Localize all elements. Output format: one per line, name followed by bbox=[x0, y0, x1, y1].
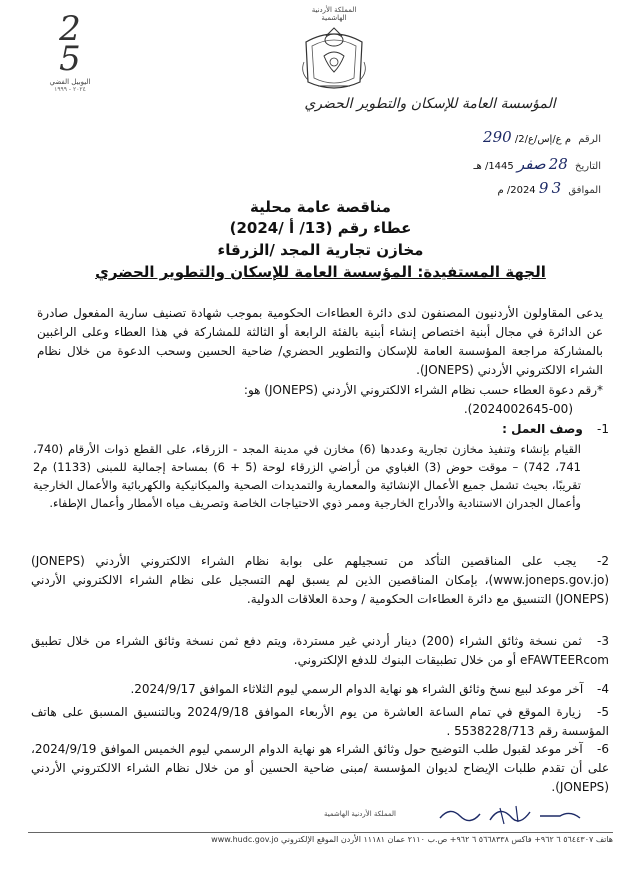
item-6-number: 6- bbox=[597, 742, 609, 756]
item-4-number: 4- bbox=[597, 682, 609, 696]
reference-number-label: الرقم bbox=[578, 134, 601, 145]
item-1-number: 1- bbox=[597, 422, 609, 436]
item-1-text: القيام بإنشاء وتنفيذ مخازن تجارية وعددها (6) مخازن في مدينة المجد - الزرقاء، على القطع ذوات الأرقام (740، 741، 742) – موقت حوض (3) الغباوي من أراضي الزرقاء لوحة (5 + 6) بمساحة إجمالية للمبنى (1133) م2 تقريبًا، بحيث تشمل جميع الأعمال الإنشائية والمعمارية والتمديدات الصحية والميكانيكية والكهربائية والأعمال الخارجية وأعمال الجدران الاستنادية والأدراج الخارجية وممر ذوي الاحتياجات الخاصة وتصريف مياه الأمطار وأعمال الإطفاء. bbox=[33, 442, 581, 510]
organization-name: المؤسسة العامة للإسكان والتطوير الحضري bbox=[304, 96, 556, 112]
hijri-year: 1445/ bbox=[484, 161, 514, 172]
item-4-text: آخر موعد لبيع نسخ وثائق الشراء هو نهاية الدوام الرسمي ليوم الثلاثاء الموافق 2024/9/17. bbox=[130, 682, 584, 696]
anniversary-numeral-top: 2 bbox=[59, 9, 81, 49]
item-3-number: 3- bbox=[597, 634, 610, 648]
hijri-month: صفر bbox=[516, 155, 546, 173]
anniversary-numeral-bottom: 5 bbox=[59, 39, 81, 79]
reference-number-prefix: م ع/إس/ع/2/ bbox=[514, 134, 572, 145]
signature-caption: المملكة الأردنية الهاشمية bbox=[323, 810, 397, 818]
reference-number bbox=[371, 128, 601, 146]
item-6-text: آخر موعد لقبول طلب التوضيح حول وثائق الشراء هو نهاية الدوام الرسمي ليوم الخميس الموافق 2024/9/19، على أن تقدم طلبات الإيضاح لديوان المؤسسة /مبنى ضاحية الحسين أو من خلال نظام الشراء الالكتروني الأردني (JONEPS). bbox=[31, 742, 609, 794]
item-2 bbox=[31, 552, 609, 609]
anniversary-caption: اليوبيل الفضي bbox=[49, 78, 91, 86]
crest-emblem bbox=[298, 6, 370, 92]
footer-divider bbox=[28, 832, 613, 833]
item-1-heading-text: وصف العمل : bbox=[502, 422, 583, 436]
tender-number: عطاء رقم (13/ أ /2024) bbox=[229, 219, 412, 237]
item-4 bbox=[31, 680, 609, 699]
handwritten-signature bbox=[430, 800, 600, 830]
item-2-text: يجب على المناقصين التأكد من تسجيلهم على بوابة نظام الشراء الالكتروني الأردني (JONEPS) (www.joneps.gov.jo)، بإمكان المناقصين الذين لم يسبق لهم التسجيل على نظام الشراء الالكتروني الأردني (JONEPS) التنسيق مع دائرة العطاءات الحكومية / وحدة العلاقات الدولية. bbox=[31, 554, 609, 606]
item-1-heading bbox=[31, 420, 609, 439]
item-5 bbox=[31, 703, 609, 741]
joneps-line: *رقم دعوة العطاء حسب نظام الشراء الالكتروني الأردني (JONEPS) هو: bbox=[243, 383, 603, 397]
item-5-text: زيارة الموقع في تمام الساعة العاشرة من يوم الأربعاء الموافق 2024/9/18 وبالتنسيق المسبق على هاتف المؤسسة رقم 5538228/713 . bbox=[31, 705, 609, 738]
item-3-text: ثمن نسخة وثائق الشراء (200) دينار أردني غير مستردة، ويتم دفع ثمن نسخة وثائق الشراء من خلال تطبيق eFAWTEERcom أو من خلال تطبيقات البنوك للدفع الإلكتروني. bbox=[31, 634, 609, 667]
beneficiary: الجهة المستفيدة: المؤسسة العامة للإسكان والتطوير الحضري bbox=[95, 263, 546, 281]
item-5-number: 5- bbox=[597, 705, 609, 719]
crest-icon bbox=[298, 22, 370, 96]
greg-day: 3 bbox=[551, 179, 562, 197]
crest-banner-text: المملكة الأردنية الهاشمية bbox=[311, 6, 357, 22]
item-2-number: 2- bbox=[597, 554, 609, 568]
date-label: التاريخ bbox=[575, 161, 601, 172]
anniversary-logo bbox=[30, 9, 110, 117]
intro-paragraph: يدعى المقاولون الأردنيون المصنفون لدى دائرة العطاءات الحكومية بموجب شهادة تصنيف سارية المفعول صادرة عن الدائرة في مجال أبنية اختصاص إنشاء أبنية بالفئة الرابعة أو الثالثة للمشاركة في هذا العطاء وعلى الراغبين بالمشاركة مراجعة المؤسسة العامة للإسكان والتطوير الحضري/ ضاحية الحسين وسحب الدعوة من خلال نظام الشراء الالكتروني الأردني (JONEPS). bbox=[37, 306, 603, 377]
hijri-day: 28 bbox=[548, 155, 568, 173]
greg-year: 2024/ bbox=[506, 185, 536, 196]
hijri-suffix: هـ bbox=[473, 161, 482, 172]
item-6 bbox=[31, 740, 609, 797]
anniversary-years: ٢٠٢٤ - ١٩٩٩ bbox=[54, 86, 86, 93]
footer-contact: هاتف ٥٦٤٤٣٠٧ ٦ ٩٦٢+ فاكس ٥٦٦٨٣٣٨ ٦ ٩٦٢+ ص.ب ٢١١٠ عمان ١١١٨١ الأردن الموقع الإلكتروني www.hudc.gov.jo bbox=[211, 835, 613, 844]
greg-suffix: م bbox=[497, 185, 504, 196]
gregorian-date bbox=[371, 179, 601, 197]
reference-number-value: 290 bbox=[483, 128, 512, 146]
tender-type: مناقصة عامة محلية bbox=[250, 198, 391, 216]
gregorian-label: الموافق bbox=[568, 185, 601, 196]
tender-subject: مخازن تجارية المجد /الزرقاء bbox=[217, 241, 424, 259]
hijri-date bbox=[371, 155, 601, 173]
joneps-number: (2024002645-00). bbox=[463, 402, 573, 416]
greg-month: 9 bbox=[538, 179, 549, 197]
item-3 bbox=[31, 632, 609, 670]
